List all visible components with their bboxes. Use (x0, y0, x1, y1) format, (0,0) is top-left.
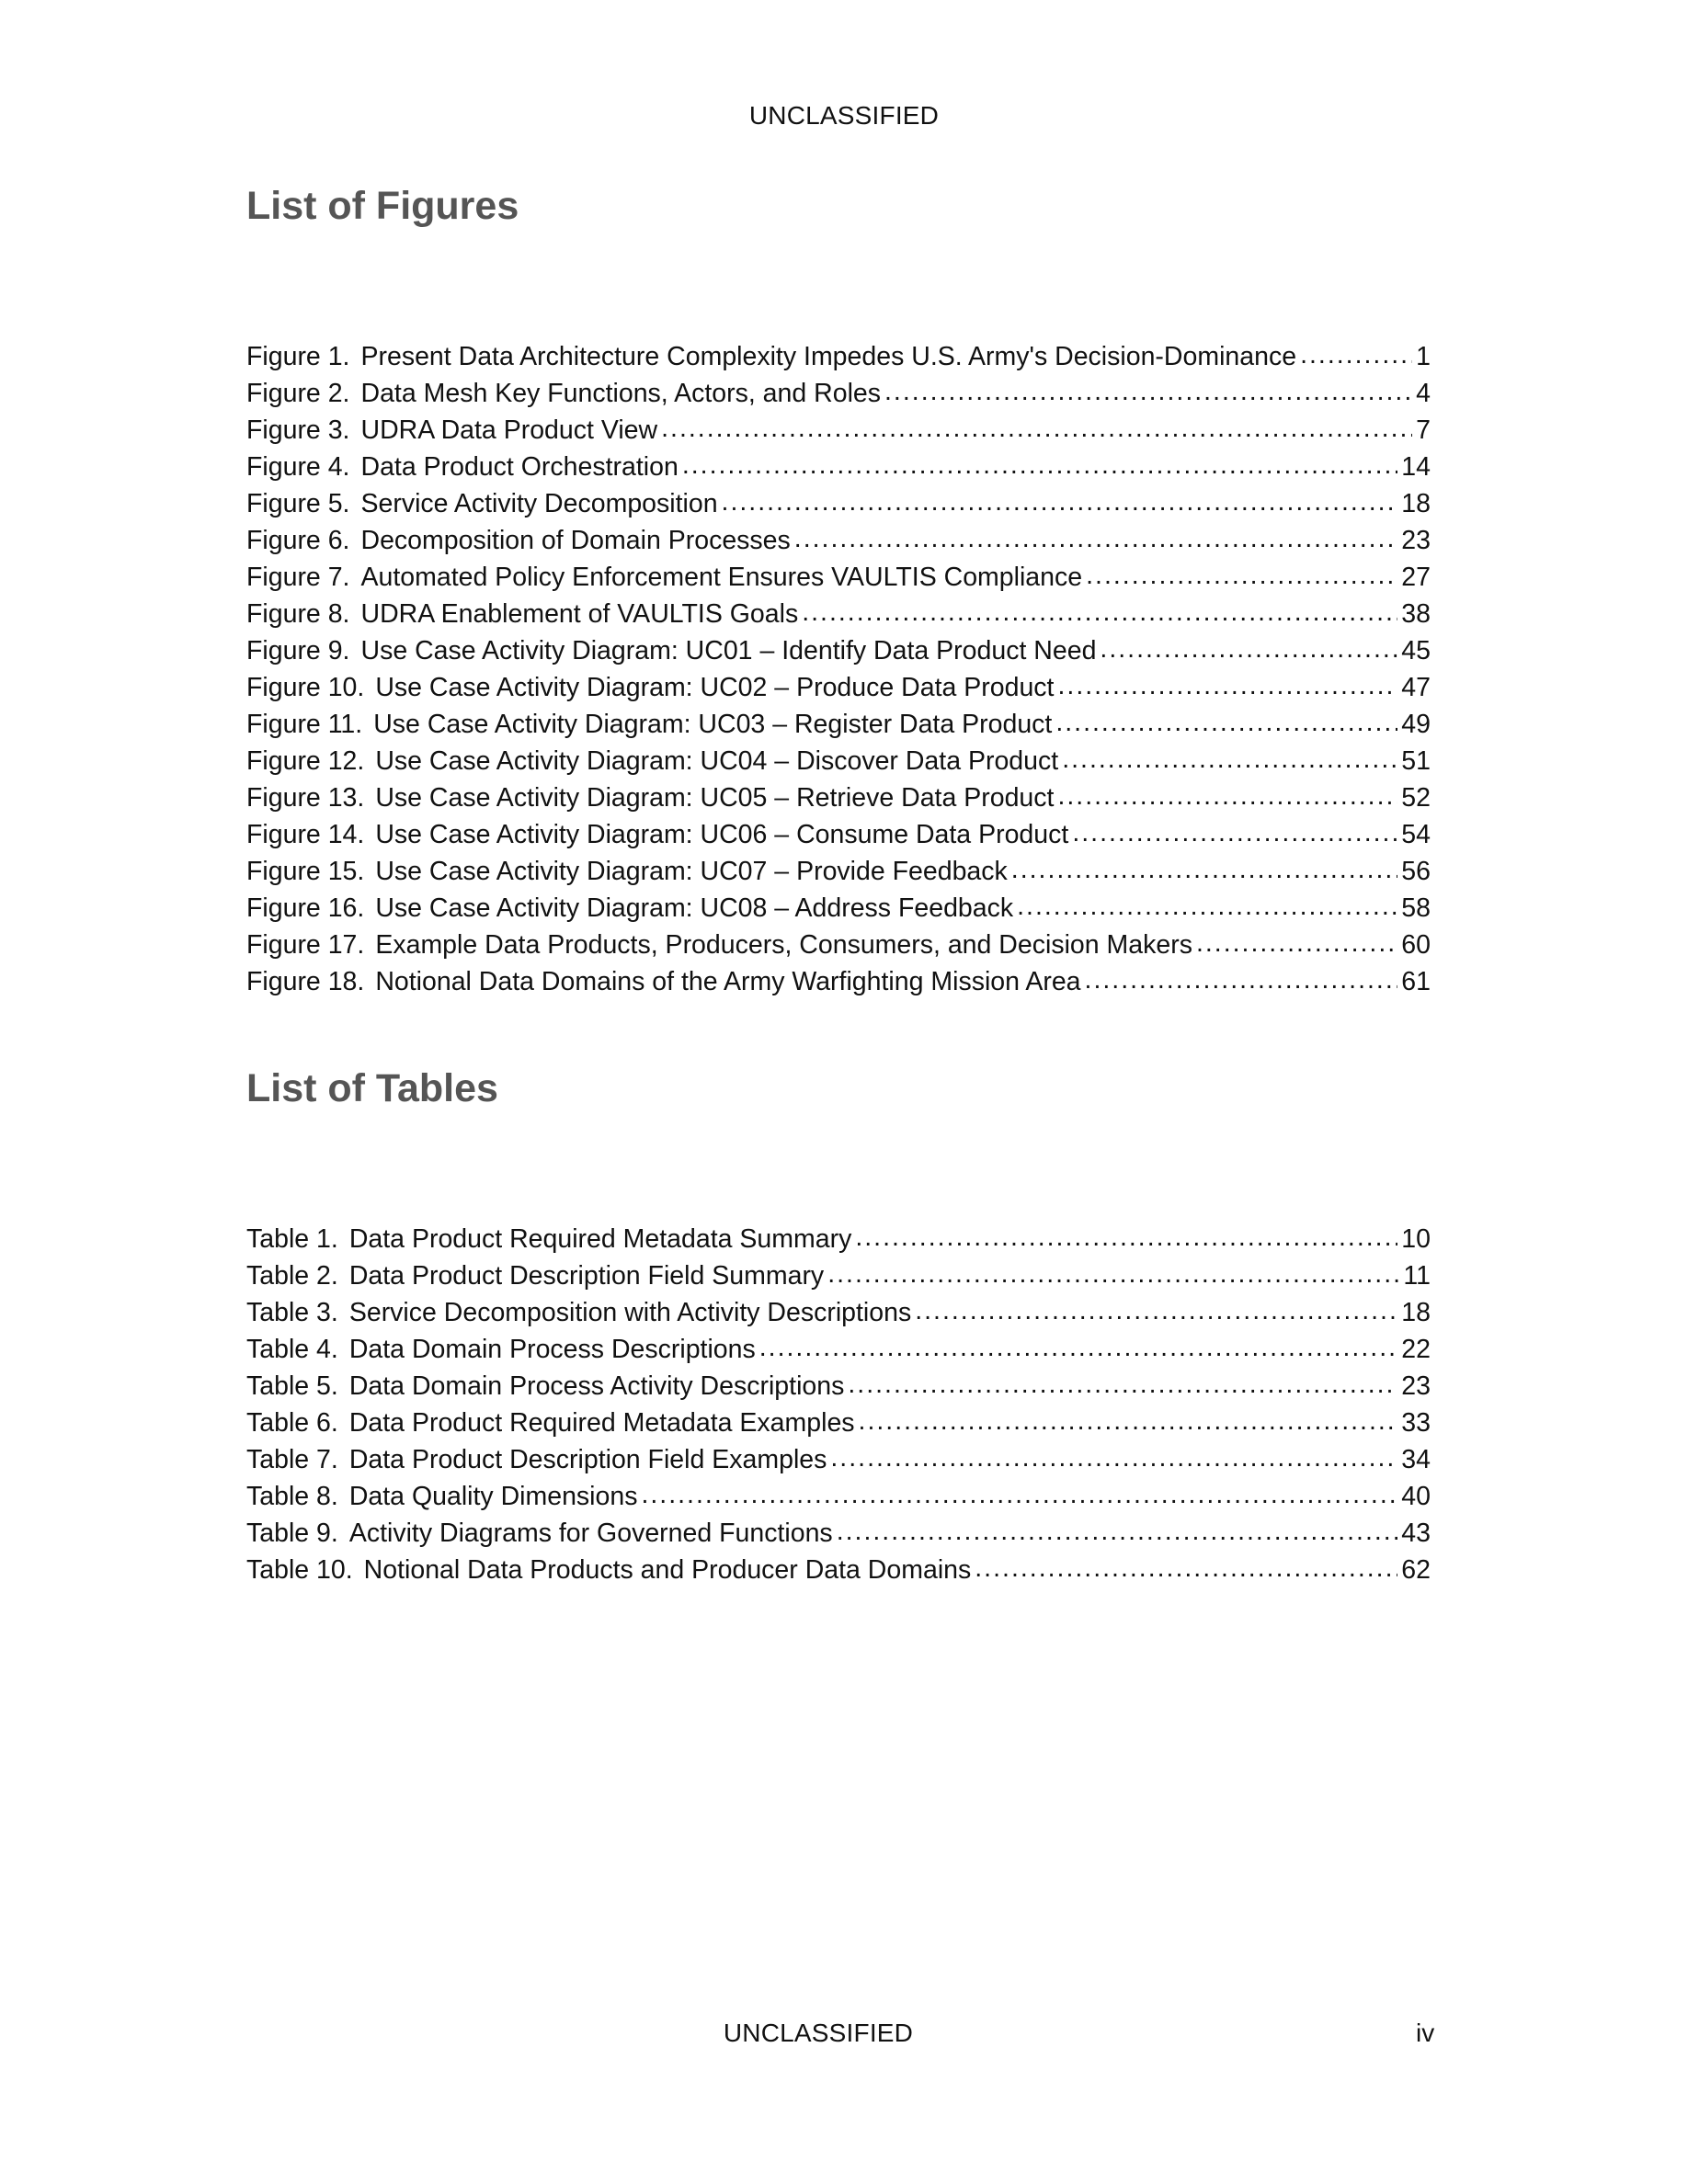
figure-entry[interactable] (246, 669, 1431, 706)
figure-entry-caption: Notional Data Domains of the Army Warfighting Mission Area (375, 967, 1081, 996)
table-entry-page-number: 22 (1401, 1335, 1431, 1364)
figure-entry-caption: Use Case Activity Diagram: UC01 – Identify Data Product Need (360, 636, 1097, 665)
figure-entry-number: Figure 15. (246, 857, 365, 886)
figure-entry-caption: Automated Policy Enforcement Ensures VAULTIS Compliance (360, 563, 1083, 592)
table-entry-caption: Data Product Description Field Examples (348, 1445, 827, 1474)
figure-entry-page-number: 7 (1416, 415, 1431, 445)
table-entry-page-number: 33 (1401, 1408, 1431, 1438)
figure-entry-caption: Data Product Orchestration (360, 452, 679, 482)
dot-leader (975, 1550, 1397, 1587)
table-entry-number: Table 2. (246, 1261, 338, 1291)
table-entry-number: Table 5. (246, 1371, 338, 1401)
table-entry-caption: Data Product Required Metadata Examples (348, 1408, 855, 1438)
page-number: iv (1416, 2019, 1435, 2047)
figure-entry-caption: Data Mesh Key Functions, Actors, and Roles (360, 379, 882, 408)
figure-entry-caption: Present Data Architecture Complexity Impedes U.S. Army's Decision-Dominance (360, 342, 1297, 371)
dot-leader (859, 1403, 1398, 1439)
list-of-tables (246, 1062, 1431, 1588)
figure-entry-caption: Service Activity Decomposition (360, 489, 718, 518)
table-entry-number: Table 8. (246, 1482, 338, 1511)
figure-entry-caption: Use Case Activity Diagram: UC06 – Consume Data Product (375, 820, 1069, 849)
figure-entry-number: Figure 2. (246, 379, 350, 408)
table-entries (246, 1221, 1431, 1588)
figure-entry[interactable] (246, 632, 1431, 669)
figure-entry-number: Figure 18. (246, 967, 365, 996)
dot-leader (848, 1366, 1397, 1403)
figure-entry-page-number: 61 (1401, 967, 1431, 996)
table-entry-label (246, 1368, 844, 1405)
figure-entry-number: Figure 11. (246, 710, 363, 739)
table-entry-caption: Data Product Required Metadata Summary (348, 1224, 852, 1254)
table-entry-page-number: 34 (1401, 1445, 1431, 1474)
figure-entry-number: Figure 8. (246, 599, 350, 629)
figure-entry[interactable] (246, 779, 1431, 816)
dot-leader (641, 1476, 1397, 1513)
dot-leader (1055, 704, 1397, 741)
figure-entry-number: Figure 7. (246, 563, 350, 592)
table-entry-number: Table 4. (246, 1335, 338, 1364)
table-entry-page-number: 11 (1403, 1261, 1431, 1291)
table-entry-caption: Service Decomposition with Activity Descriptions (348, 1298, 912, 1327)
figure-entry-number: Figure 5. (246, 489, 350, 518)
dot-leader (837, 1513, 1398, 1550)
figure-entry[interactable] (246, 816, 1431, 853)
list-of-tables-title: List of Tables (246, 1066, 498, 1110)
list-of-figures (246, 179, 1431, 1000)
table-entry[interactable] (246, 1441, 1431, 1478)
figure-entry-number: Figure 14. (246, 820, 365, 849)
figure-entry-label (246, 338, 1296, 375)
figure-entry-page-number: 49 (1401, 710, 1431, 739)
figure-entry-page-number: 51 (1401, 746, 1431, 776)
dot-leader (1196, 925, 1397, 961)
table-entry-number: Table 9. (246, 1519, 338, 1548)
dot-leader (682, 447, 1397, 483)
figure-entry[interactable] (246, 449, 1431, 485)
figure-entry-page-number: 54 (1401, 820, 1431, 849)
dot-leader (722, 483, 1398, 520)
figure-entry-label (246, 596, 798, 632)
table-entry[interactable] (246, 1294, 1431, 1331)
figure-entry-label (246, 485, 718, 522)
figure-entry-label (246, 375, 881, 412)
figure-entry-label (246, 522, 791, 559)
figure-entry-page-number: 60 (1401, 930, 1431, 960)
table-entry-page-number: 18 (1401, 1298, 1431, 1327)
table-entry-number: Table 1. (246, 1224, 338, 1254)
dot-leader (1017, 888, 1397, 925)
figure-entry-label (246, 963, 1081, 1000)
figure-entry-label (246, 412, 657, 449)
figure-entry-caption: Use Case Activity Diagram: UC08 – Address Feedback (375, 893, 1014, 923)
table-entry[interactable] (246, 1368, 1431, 1405)
figure-entry[interactable] (246, 743, 1431, 779)
table-entry-number: Table 3. (246, 1298, 338, 1327)
dot-leader (1072, 814, 1397, 851)
table-entry-page-number: 40 (1401, 1482, 1431, 1511)
dot-leader (855, 1219, 1397, 1256)
figure-entry-page-number: 4 (1416, 379, 1431, 408)
figure-entry-number: Figure 9. (246, 636, 350, 665)
figure-entry[interactable] (246, 559, 1431, 596)
figure-entry[interactable] (246, 375, 1431, 412)
figure-entry-page-number: 45 (1401, 636, 1431, 665)
figure-entry-caption: Use Case Activity Diagram: UC07 – Provide Feedback (375, 857, 1008, 886)
table-entry[interactable] (246, 1221, 1431, 1257)
figure-entry-page-number: 38 (1401, 599, 1431, 629)
figure-entry-caption: Use Case Activity Diagram: UC05 – Retrieve Data Product (375, 783, 1055, 813)
dot-leader (884, 373, 1412, 410)
figure-entry-label (246, 669, 1054, 706)
figure-entry-page-number: 14 (1401, 452, 1431, 482)
dot-leader (1057, 778, 1397, 814)
dot-leader (827, 1256, 1399, 1292)
figure-entry[interactable] (246, 927, 1431, 963)
dot-leader (915, 1292, 1397, 1329)
figure-entry-label (246, 449, 679, 485)
table-entry-caption: Data Quality Dimensions (348, 1482, 638, 1511)
table-entry-caption: Notional Data Products and Producer Data Domains (363, 1555, 972, 1585)
figure-entry[interactable] (246, 412, 1431, 449)
figure-entry-caption: Example Data Products, Producers, Consumers, and Decision Makers (375, 930, 1192, 960)
figure-entry-label (246, 632, 1096, 669)
dot-leader (1085, 961, 1398, 998)
figure-entry[interactable] (246, 596, 1431, 632)
table-entry-label (246, 1478, 637, 1515)
figure-entry-label (246, 743, 1058, 779)
figure-entry-caption: Use Case Activity Diagram: UC02 – Produce Data Product (375, 673, 1055, 702)
figure-entry-number: Figure 6. (246, 526, 350, 555)
dot-leader (1062, 741, 1397, 778)
table-entry[interactable] (246, 1405, 1431, 1441)
table-entry-label (246, 1294, 911, 1331)
table-entry[interactable] (246, 1552, 1431, 1588)
table-entry-caption: Data Product Description Field Summary (348, 1261, 825, 1291)
table-entry-caption: Activity Diagrams for Governed Functions (348, 1519, 833, 1548)
table-entry-number: Table 6. (246, 1408, 338, 1438)
dot-leader (1057, 667, 1397, 704)
table-entry-label (246, 1221, 851, 1257)
figure-entry[interactable] (246, 890, 1431, 927)
figure-entry-label (246, 779, 1054, 816)
figure-entry-label (246, 853, 1008, 890)
table-entry[interactable] (246, 1515, 1431, 1552)
figure-entry-number: Figure 12. (246, 746, 365, 776)
table-entry-page-number: 43 (1401, 1519, 1431, 1548)
classification-footer: UNCLASSIFIED (723, 2019, 914, 2047)
table-entry[interactable] (246, 1478, 1431, 1515)
dot-leader (1100, 631, 1397, 667)
figure-entry-page-number: 52 (1401, 783, 1431, 813)
figure-entry-number: Figure 10. (246, 673, 365, 702)
table-entry[interactable] (246, 1331, 1431, 1368)
figure-entry-number: Figure 4. (246, 452, 350, 482)
figure-entry-number: Figure 16. (246, 893, 365, 923)
figure-entry[interactable] (246, 522, 1431, 559)
figure-entry-page-number: 18 (1401, 489, 1431, 518)
figure-entry-page-number: 56 (1401, 857, 1431, 886)
figure-entry-page-number: 47 (1401, 673, 1431, 702)
figure-entry-page-number: 58 (1401, 893, 1431, 923)
table-entry-number: Table 10. (246, 1555, 353, 1585)
dot-leader (1086, 557, 1397, 594)
figure-entry[interactable] (246, 485, 1431, 522)
figure-entry-number: Figure 13. (246, 783, 365, 813)
table-entry-page-number: 23 (1401, 1371, 1431, 1401)
dot-leader (1300, 336, 1412, 373)
dot-leader (759, 1329, 1398, 1366)
figure-entry-caption: Use Case Activity Diagram: UC04 – Discover Data Product (375, 746, 1059, 776)
dot-leader (794, 520, 1398, 557)
figure-entry-number: Figure 3. (246, 415, 350, 445)
figure-entry-page-number: 23 (1401, 526, 1431, 555)
table-entry-caption: Data Domain Process Activity Descriptions (348, 1371, 845, 1401)
table-entry[interactable] (246, 1257, 1431, 1294)
figure-entry-page-number: 27 (1401, 563, 1431, 592)
dot-leader (661, 410, 1412, 447)
figure-entry-label (246, 816, 1068, 853)
figure-entry-label (246, 559, 1082, 596)
table-entry-label (246, 1405, 855, 1441)
table-entry-page-number: 10 (1401, 1224, 1431, 1254)
figure-entry-page-number: 1 (1416, 342, 1431, 371)
figure-entry[interactable] (246, 338, 1431, 375)
classification-header: UNCLASSIFIED (748, 101, 940, 130)
figure-entry-caption: Use Case Activity Diagram: UC03 – Register Data Product (373, 710, 1053, 739)
figure-entry-number: Figure 1. (246, 342, 350, 371)
table-entry-label (246, 1515, 833, 1552)
figure-entry-label (246, 927, 1192, 963)
table-entry-label (246, 1441, 827, 1478)
table-entry-label (246, 1552, 971, 1588)
table-entry-page-number: 62 (1401, 1555, 1431, 1585)
figure-entry[interactable] (246, 706, 1431, 743)
list-of-figures-title: List of Figures (246, 184, 519, 228)
figure-entry-caption: UDRA Data Product View (360, 415, 658, 445)
figure-entry[interactable] (246, 853, 1431, 890)
figure-entries (246, 338, 1431, 1000)
figure-entry[interactable] (246, 963, 1431, 1000)
table-entry-number: Table 7. (246, 1445, 338, 1474)
figure-entry-caption: Decomposition of Domain Processes (360, 526, 791, 555)
table-entry-caption: Data Domain Process Descriptions (348, 1335, 756, 1364)
figure-entry-label (246, 890, 1013, 927)
table-entry-label (246, 1331, 756, 1368)
dot-leader (802, 594, 1397, 631)
dot-leader (830, 1439, 1397, 1476)
figure-entry-number: Figure 17. (246, 930, 365, 960)
figure-entry-label (246, 706, 1052, 743)
figure-entry-caption: UDRA Enablement of VAULTIS Goals (360, 599, 799, 629)
dot-leader (1011, 851, 1398, 888)
table-entry-label (246, 1257, 824, 1294)
